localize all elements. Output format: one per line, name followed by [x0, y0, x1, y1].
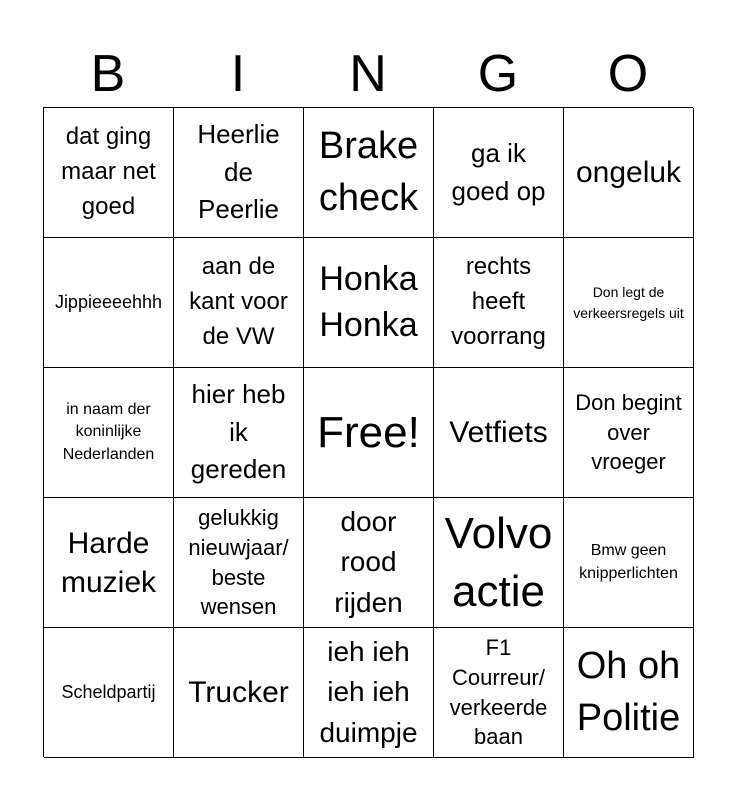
header-letter-o: O [607, 45, 649, 103]
cell-text: ga ik goed op [451, 137, 546, 206]
bingo-cell[interactable] [564, 498, 694, 628]
bingo-cell[interactable] [564, 108, 694, 238]
cell-text: Free! [317, 407, 420, 457]
cell-text: Bmw geen knipperlichten [579, 542, 678, 582]
cell-text: Heerlie de Peerlie [197, 118, 280, 225]
cell-text: ongeluk [575, 156, 682, 189]
cell-text: gelukkig nieuwjaar/ beste wensen [188, 505, 289, 620]
bingo-cell[interactable] [44, 498, 174, 628]
header-letter-b: B [90, 45, 126, 103]
cell-text: in naam der koninlijke Nederlanden [62, 400, 155, 463]
cell-text: Oh oh Politie [576, 645, 681, 739]
bingo-card-grid [43, 107, 693, 757]
bingo-cell[interactable] [174, 498, 304, 628]
bingo-cell[interactable] [564, 368, 694, 498]
bingo-cell[interactable] [564, 238, 694, 368]
bingo-cell[interactable] [304, 108, 434, 238]
cell-text: ieh ieh ieh ieh duimpje [319, 635, 418, 748]
bingo-cell[interactable] [434, 108, 564, 238]
cell-text: Honka Honka [319, 259, 418, 344]
bingo-cell[interactable] [174, 368, 304, 498]
bingo-header [43, 40, 693, 108]
cell-text: rechts heeft voorrang [451, 253, 546, 350]
bingo-cell[interactable] [174, 108, 304, 238]
bingo-cell[interactable] [434, 238, 564, 368]
cell-text: Trucker [188, 676, 289, 709]
bingo-cell[interactable] [304, 628, 434, 758]
bingo-cell[interactable] [304, 498, 434, 628]
bingo-cell[interactable] [564, 628, 694, 758]
free-space-cell[interactable] [304, 368, 434, 498]
cell-text: aan de kant voor de VW [189, 253, 288, 350]
bingo-cell[interactable] [44, 368, 174, 498]
cell-text: F1 Courreur/ verkeerde baan [449, 635, 548, 750]
header-letter-g: G [477, 45, 519, 103]
bingo-cell[interactable] [304, 238, 434, 368]
cell-text: Jippieeeehhh [54, 291, 163, 312]
bingo-cell[interactable] [44, 108, 174, 238]
bingo-cell[interactable] [44, 628, 174, 758]
cell-text: Harde muziek [60, 526, 157, 599]
bingo-cell[interactable] [434, 628, 564, 758]
bingo-cell[interactable] [434, 498, 564, 628]
cell-text: Scheldpartij [61, 681, 156, 702]
cell-text: Vetfiets [449, 416, 548, 449]
bingo-cell[interactable] [434, 368, 564, 498]
cell-text: dat ging maar net goed [61, 123, 156, 220]
bingo-cell[interactable] [44, 238, 174, 368]
cell-text: Volvo actie [444, 509, 553, 616]
bingo-cell[interactable] [174, 238, 304, 368]
cell-text: Don begint over vroeger [575, 389, 682, 475]
cell-text: Don legt de verkeersregels uit [573, 284, 684, 321]
cell-text: door rood rijden [334, 505, 403, 618]
header-letter-i: I [230, 45, 246, 103]
bingo-cell[interactable] [174, 628, 304, 758]
cell-text: hier heb ik gereden [190, 378, 287, 485]
header-letter-n: N [349, 45, 387, 103]
cell-text: Brake check [318, 125, 419, 219]
